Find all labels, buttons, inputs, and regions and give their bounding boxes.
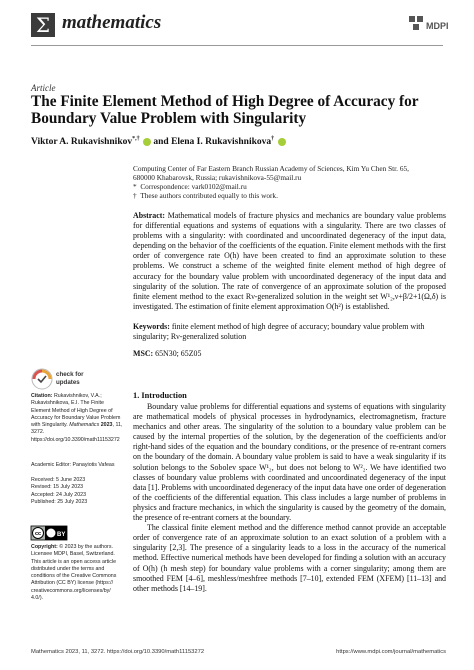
- academic-editor: Academic Editor: Panayiotis Vafeas: [31, 462, 115, 468]
- sigma-logo-icon: Σ: [35, 13, 51, 37]
- paper-title: The Finite Element Method of High Degree of Accuracy for Boundary Value Problem with Singularity: [31, 93, 419, 127]
- mdpi-logo-text: MDPI: [426, 21, 449, 31]
- abstract-label: Abstract:: [133, 211, 165, 220]
- author-marks: *,†: [132, 136, 140, 142]
- footer-journal-url[interactable]: https://www.mdpi.com/journal/mathematics: [336, 649, 446, 655]
- dates-block: [31, 477, 123, 506]
- author-marks: †: [271, 136, 275, 142]
- citation-year: 2023: [100, 422, 113, 429]
- keywords-text: finite element method of high degree of accuracy; boundary value problem with singularity; Rν-generalized solution: [133, 322, 425, 342]
- check-updates-text: [56, 371, 84, 386]
- footnote-mark: †: [133, 191, 137, 201]
- keywords: [133, 322, 446, 342]
- section-heading: 1. Introduction: [133, 391, 187, 400]
- msc-label: MSC:: [133, 349, 154, 358]
- author-name[interactable]: Elena I. Rukavishnikova: [171, 137, 272, 148]
- citation-doi[interactable]: , 11, 3272. https://doi.org/10.3390/math11153272: [31, 422, 123, 443]
- correspondence-text[interactable]: Correspondence: vark0102@mail.ru: [140, 182, 247, 192]
- check-line: updates: [56, 378, 80, 386]
- svg-text:BY: BY: [57, 532, 66, 538]
- page-footer: [31, 649, 446, 655]
- orcid-icon[interactable]: [143, 138, 151, 146]
- journal-name: mathematics: [62, 12, 162, 33]
- author-name[interactable]: Viktor A. Rukavishnikov: [31, 137, 133, 148]
- copyright-label: Copyright:: [31, 544, 58, 550]
- header-divider: [31, 45, 443, 46]
- keywords-label: Keywords:: [133, 322, 170, 331]
- equal-contribution-text: These authors contributed equally to this work.: [140, 191, 278, 201]
- affiliation-block: [133, 164, 443, 200]
- equal-contribution-line: [133, 191, 443, 200]
- article-type: Article: [31, 83, 56, 93]
- copyright-block: [31, 544, 123, 602]
- orcid-icon[interactable]: [278, 138, 286, 146]
- date-published: Published: 25 July 2023: [31, 498, 88, 505]
- abstract: [133, 211, 446, 312]
- copyright-text: © 2023 by the authors. Licensee MDPI, Basel, Switzerland. This article is an open access article distributed under the terms and conditions of the Creative Commons Attribution (CC BY) license (https:// creativecommons.org/licenses/by/ 4.0/).: [31, 544, 117, 602]
- svg-text:cc: cc: [35, 531, 42, 538]
- abstract-text: Mathematical models of fracture physics and mechanics are boundary value problems for differential equations and systems of equations with a singularity. There are two classes of problems with a singularity: with coordinated and uncoordinated degeneracy of the input data, depending on the behavior of the coefficients of the equation. Finite element methods with the first order of convergence rate O(h) have been created to find an approximate solution to these problems. We construct a scheme of the weighted finite element method of high degree of accuracy for the boundary value problem with uncoordinated degeneracy of the input data and singularity of the solution. The rate of convergence of an approximate solution of the proposed finite element method to the exact Rν-generalized solution in the weight set W¹₂,ν+β/2+1(Ω,δ) is investigated. The estimation of finite element approximation O(h²) is established.: [133, 211, 446, 311]
- affiliation-line: Computing Center of Far Eastern Branch Russian Academy of Sciences, Kim Yu Chen Str. 65,: [133, 164, 409, 173]
- check-updates-icon: [31, 368, 53, 390]
- correspondence-line: [133, 182, 443, 191]
- date-accepted: Accepted: 24 July 2023: [31, 491, 87, 498]
- msc-codes: [133, 349, 201, 358]
- check-line: check for: [56, 371, 84, 378]
- author-list: [31, 136, 286, 147]
- journal-logo: [31, 13, 55, 37]
- date-revised: Revised: 15 July 2023: [31, 484, 84, 491]
- author-joiner: and: [153, 137, 169, 148]
- mdpi-logo-icon: [405, 14, 449, 36]
- paragraph: The classical finite element method and the difference method cannot provide an acceptable order of convergence rate of an approximate solution to an exact solution of a problem with a singularity [2,3]. The presence of a singularity leads to a loss in the accuracy of the numerical method. Effective numerical methods have been developed for finding a solution with an accuracy of O(h) (h mesh step) for boundary value problems with a corner singularity; among them are smoothed FEM [4–6], meshless/meshfree methods [7–10], extended FEM (XFEM) [11–13] and other methods [14–19].: [133, 523, 446, 593]
- citation-text: Rukavishnikov, V.A.; Rukavishnikova, E.I. The Finite Element Method of High Degree of Accuracy for Boundary Value Problem with Singularity.: [31, 393, 121, 429]
- affiliation-line: 680000 Khabarovsk, Russia; rukavishnikova-55@mail.ru: [133, 173, 302, 183]
- section-body: [133, 402, 446, 594]
- cc-by-license-icon[interactable]: [31, 526, 67, 540]
- msc-text: 65N30; 65Z05: [155, 349, 202, 358]
- footnote-mark: *: [133, 182, 137, 192]
- citation-journal: Mathematics: [69, 422, 100, 429]
- check-for-updates-badge[interactable]: [31, 368, 123, 390]
- footer-citation[interactable]: Mathematics 2023, 11, 3272. https://doi.org/10.3390/math11153272: [31, 649, 205, 655]
- citation-label: Citation:: [31, 393, 53, 399]
- paragraph: Boundary value problems for differential equations and systems of equations with singularity are mathematical models of physical processes in hydrodynamics, electromagnetism, fracture mechanics and other areas. The singularity of the solution to a boundary value problem can be caused by the internal properties of the solution, by the degeneration of the coefficients and/or right-hand sides of the equation and the boundary conditions, or the presence of re-entrant corners on the boundary of the domain. A boundary value problem is said to have a weak singularity if its solution belongs to the Sobolev space W¹₂, but does not belong to W²₂. We have identified two classes of boundary value problems with coordinated and uncoordinated degeneracy of the input data [1]. Problems with uncoordinated degeneracy of the input data have one order of degeneration of the coefficients of the differential equation. This class includes a large number of problems in physics and fracture mechanics, in which the singularity is caused by the geometry of the domain, the presence of re-entrant corners at the boundary.: [133, 402, 446, 523]
- date-received: Received: 5 June 2023: [31, 477, 86, 483]
- citation-block: [31, 393, 123, 444]
